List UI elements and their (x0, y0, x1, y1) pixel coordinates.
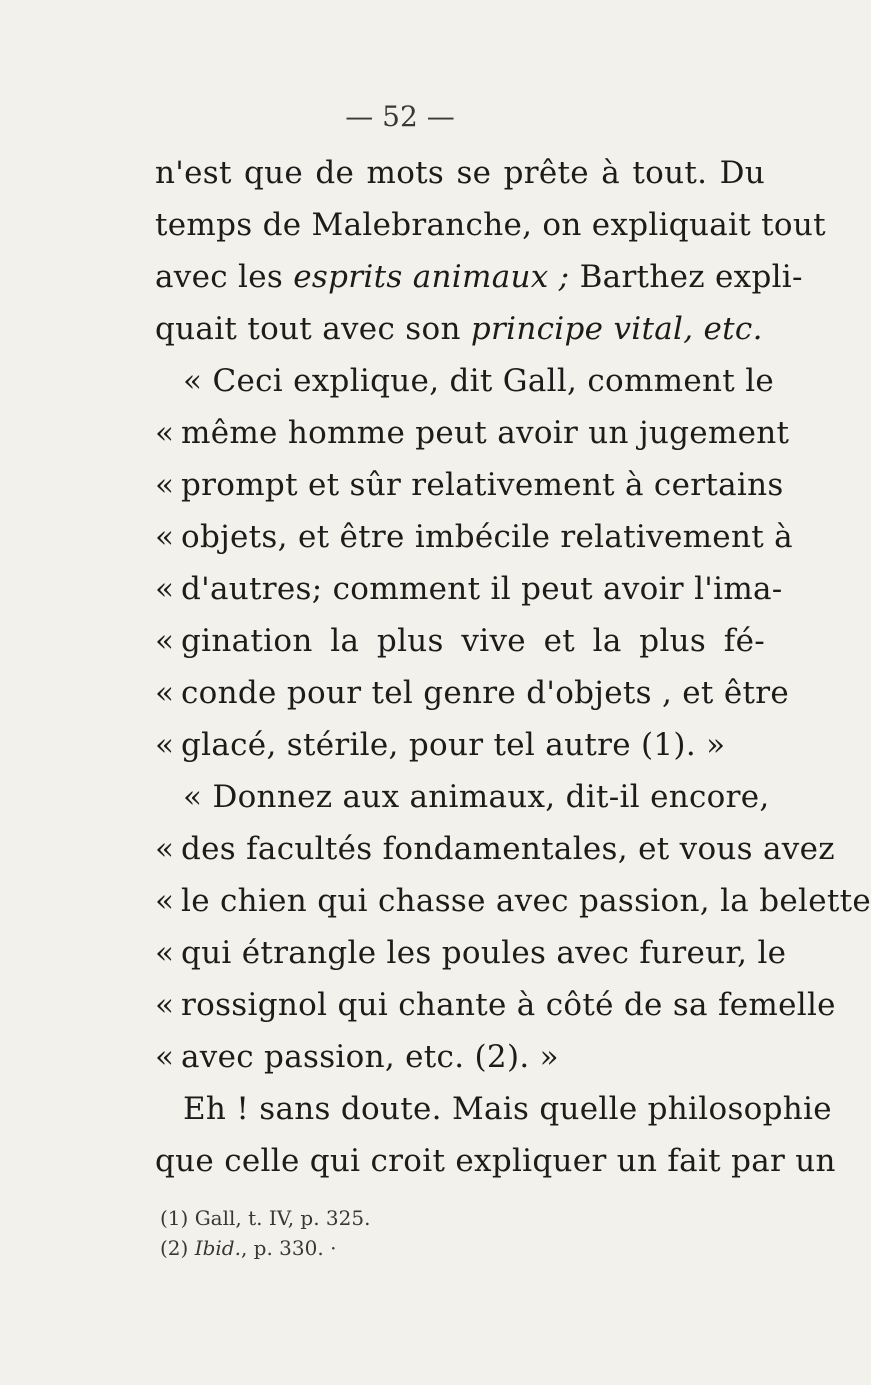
quote-mark: « (155, 727, 175, 763)
footnote-italic: Ibid. (194, 1236, 241, 1260)
quote-line-8 (155, 725, 765, 765)
footnote-2 (160, 1235, 336, 1261)
quote-mark: « (155, 935, 175, 971)
text-line-1: n'est que de mots se prête à tout. Du (155, 155, 765, 191)
quote-text: gination la plus vive et la plus fé- (181, 623, 765, 659)
quote-line-4 (155, 517, 793, 557)
quote-text: conde pour tel genre d'objets , et être (181, 675, 790, 711)
quote-text: glacé, stérile, pour tel autre (1). » (181, 727, 726, 763)
quote-text: même homme peut avoir un jugement (181, 415, 790, 451)
quote-text: objets, et être imbécile relativement à (181, 519, 793, 555)
quote-mark: « (155, 571, 175, 607)
quote-text: d'autres; comment il peut avoir l'ima- (181, 571, 783, 607)
text-line-5: Eh ! sans doute. Mais quelle philosophie (183, 1091, 832, 1127)
quote-text: Donnez aux animaux, dit-il encore, (212, 779, 770, 815)
text-segment: quait tout avec son (155, 311, 471, 347)
italic-segment: principe vital, etc. (470, 311, 763, 347)
quote-line-2 (155, 413, 790, 453)
quote-line-1 (155, 361, 775, 401)
quote-mark: « (155, 987, 175, 1023)
text-line-4 (155, 309, 765, 349)
quote-line-3 (155, 465, 784, 505)
quote-line-10 (155, 829, 835, 869)
quote-text: des facultés fondamentales, et vous avez (181, 831, 835, 867)
quote-mark: « (155, 623, 175, 659)
quote-mark: « (155, 519, 175, 555)
text-line-2: temps de Malebranche, on expliquait tout (155, 207, 826, 243)
quote-line-11 (155, 881, 871, 921)
quote-line-12 (155, 933, 787, 973)
quote-text: le chien qui chasse avec passion, la belette (181, 883, 871, 919)
footnote-segment: , p. 330. · (240, 1236, 337, 1260)
quote-text: rossignol qui chante à côté de sa femelle (181, 987, 836, 1023)
quote-text: prompt et sûr relativement à certains (181, 467, 784, 503)
quote-line-6 (155, 621, 765, 661)
text-line-6: que celle qui croit expliquer un fait par un (155, 1143, 836, 1179)
quote-line-5 (155, 569, 783, 609)
quote-mark: « (155, 831, 175, 867)
quote-line-9 (155, 777, 770, 817)
quote-mark: « (155, 883, 175, 919)
italic-segment: esprits animaux ; (293, 259, 570, 295)
quote-text: avec passion, etc. (2). » (181, 1039, 559, 1075)
quote-mark: « (155, 467, 175, 503)
quote-text: Ceci explique, dit Gall, comment le (212, 363, 775, 399)
page-number: — 52 — (345, 100, 455, 133)
text-line-3 (155, 257, 803, 297)
quote-line-7 (155, 673, 790, 713)
text-segment: avec les (155, 259, 294, 295)
quote-mark: « (155, 675, 175, 711)
footnote-segment: (2) (160, 1236, 195, 1260)
quote-line-14 (155, 1037, 765, 1077)
quote-mark: « (155, 1039, 175, 1075)
quote-mark: « (183, 363, 203, 399)
text-segment: Barthez expli- (569, 259, 803, 295)
quote-text: qui étrangle les poules avec fureur, le (181, 935, 787, 971)
footnote-1: (1) Gall, t. IV, p. 325. (160, 1206, 371, 1230)
quote-mark: « (183, 779, 203, 815)
quote-line-13 (155, 985, 836, 1025)
quote-mark: « (155, 415, 175, 451)
